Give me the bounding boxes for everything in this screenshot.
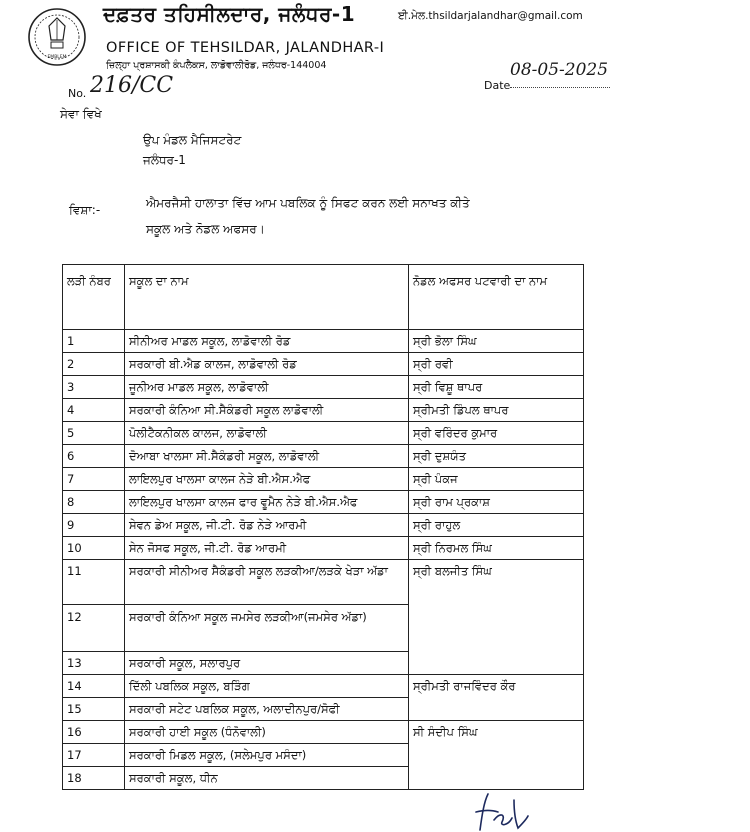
reference-number-value: 216/CC: [90, 73, 174, 98]
school-name: ਸਰਕਾਰੀ ਸਟੇਟ ਪਬਲਿਕ ਸਕੂਲ, ਅਲਾਦੀਨਪੁਰ/ਸੋਫੀ: [125, 698, 409, 721]
serial-number: 10: [63, 537, 125, 560]
serial-number: 17: [63, 744, 125, 767]
nodal-officer: ਸ੍ਰੀ ਭੋਲਾ ਸਿੰਘ: [409, 330, 584, 353]
subject-label: ਵਿਸ਼ਾ:-: [69, 203, 101, 217]
table-row: [63, 560, 584, 605]
table-row: [63, 744, 584, 767]
serial-number: 5: [63, 422, 125, 445]
school-name: ਸਰਕਾਰੀ ਹਾਈ ਸਕੂਲ (ਧੰਨੋਵਾਲੀ): [125, 721, 409, 744]
office-title-punjabi: ਦਫ਼ਤਰ ਤਹਿਸੀਲਦਾਰ, ਜਲੰਧਰ-1: [103, 2, 356, 26]
nodal-officer: [409, 652, 584, 675]
subject-line-1: ਐਮਰਜੈਸੀ ਹਾਲਾਤਾ ਵਿੱਚ ਆਮ ਪਬਲਿਕ ਨੂੰ ਸਿਫਟ ਕਰਨ ਲਈ ਸਨਾਖਤ ਕੀਤੇ: [146, 196, 470, 210]
school-name: ਸਰਕਾਰੀ ਮਿਡਲ ਸਕੂਲ, (ਸਲੇਮਪੁਰ ਮਸੰਦਾ): [125, 744, 409, 767]
table-row: [63, 330, 584, 353]
table-row: [63, 468, 584, 491]
serial-number: 9: [63, 514, 125, 537]
school-name: ਪੋਲੀਟੈਕਨੀਕਲ ਕਾਲਜ, ਲਾਡੋਵਾਲੀ: [125, 422, 409, 445]
school-name: ਸਰਕਾਰੀ ਕੰਨਿਆ ਸਕੂਲ ਜਮਸੇਰ ਲੜਕੀਆ(ਜਮਸੇਰ ਅੱਡਾ): [125, 605, 409, 652]
school-name: ਸੇਨ ਜੋਸਫ ਸਕੂਲ, ਜੀ.ਟੀ. ਰੋਡ ਆਰਮੀ: [125, 537, 409, 560]
nodal-officer: [409, 698, 584, 721]
date-value: 08-05-2025: [510, 60, 609, 80]
nodal-officer: ਸ੍ਰੀ ਵਰਿੰਦਰ ਕੁਮਾਰ: [409, 422, 584, 445]
school-name: ਸਰਕਾਰੀ ਸਕੂਲ, ਸਲਾਰਪੁਰ: [125, 652, 409, 675]
serial-number: 13: [63, 652, 125, 675]
serial-number: 3: [63, 376, 125, 399]
nodal-officer: ਸ੍ਰੀ ਵਿਸ਼ੂ ਥਾਪਰ: [409, 376, 584, 399]
table-row: [63, 376, 584, 399]
date-dotted-line: [510, 87, 610, 88]
table-row: [63, 698, 584, 721]
nodal-officer: ਸ੍ਰੀ ਬਲਜੀਤ ਸਿੰਘ: [409, 560, 584, 605]
addressee-line-1: ਉਪ ਮੰਡਲ ਮੈਜਿਸਟਰੇਟ: [143, 133, 242, 147]
header-serial-number: ਲੜੀ ਨੰਬਰ: [63, 265, 125, 330]
school-name: ਸਰਕਾਰੀ ਸਕੂਲ, ਧੀਨ: [125, 767, 409, 790]
serial-number: 7: [63, 468, 125, 491]
nodal-officer: ਸ੍ਰੀਮਤੀ ਰਾਜਵਿੰਦਰ ਕੌਰ: [409, 675, 584, 698]
school-name: ਲਾਇਲਪੁਰ ਖਾਲਸਾ ਕਾਲਜ ਨੇੜੇ ਬੀ.ਐਸ.ਐਫ: [125, 468, 409, 491]
nodal-officer: ਸ੍ਰੀ ਰਵੀ: [409, 353, 584, 376]
nodal-officer: ਸ੍ਰੀ ਨਿਰਮਲ ਸਿੰਘ: [409, 537, 584, 560]
table-row: [63, 537, 584, 560]
serial-number: 11: [63, 560, 125, 605]
header-nodal-officer: ਨੋਡਲ ਅਫਸਰ ਪਟਵਾਰੀ ਦਾ ਨਾਮ: [409, 265, 584, 330]
table-row: [63, 767, 584, 790]
signature-mark: [470, 790, 530, 832]
table-row: [63, 514, 584, 537]
school-name: ਸੀਨੀਅਰ ਮਾਡਲ ਸਕੂਲ, ਲਾਡੋਵਾਲੀ ਰੋਡ: [125, 330, 409, 353]
government-seal-icon: [27, 6, 87, 68]
school-name: ਜੂਨੀਅਰ ਮਾਡਲ ਸਕੂਲ, ਲਾਡੋਵਾਲੀ: [125, 376, 409, 399]
table-row: [63, 491, 584, 514]
serial-number: 12: [63, 605, 125, 652]
school-name: ਸੇਵਨ ਡੇਅ ਸਕੂਲ, ਜੀ.ਟੀ. ਰੋਡ ਨੇੜੇ ਆਰਮੀ: [125, 514, 409, 537]
table-row: [63, 652, 584, 675]
reference-number-label: No.: [68, 87, 87, 100]
school-name: ਸਰਕਾਰੀ ਬੀ.ਐਡ ਕਾਲਜ, ਲਾਡੋਵਾਲੀ ਰੋਡ: [125, 353, 409, 376]
table-row: [63, 353, 584, 376]
school-name: ਦੋਆਬਾ ਖਾਲਸਾ ਸੀ.ਸੈਕੰਡਰੀ ਸਕੂਲ, ਲਾਡੋਵਾਲੀ: [125, 445, 409, 468]
table-row: [63, 675, 584, 698]
addressee-prefix: ਸੇਵਾ ਵਿਖੇ: [60, 107, 102, 121]
nodal-officer: ਸ੍ਰੀ ਦੁਸ਼ਯੰਤ: [409, 445, 584, 468]
office-title-english: OFFICE OF TEHSILDAR, JALANDHAR-I: [106, 40, 385, 56]
header-school-name: ਸਕੂਲ ਦਾ ਨਾਮ: [125, 265, 409, 330]
date-label: Date: [484, 79, 511, 92]
serial-number: 14: [63, 675, 125, 698]
school-name: ਸਰਕਾਰੀ ਕੰਨਿਆ ਸੀ.ਸੈਕੰਡਰੀ ਸਕੂਲ ਲਾਡੋਵਾਲੀ: [125, 399, 409, 422]
office-email: ਈ.ਮੇਲ.thsildarjalandhar@gmail.com: [398, 10, 583, 22]
table-row: [63, 605, 584, 652]
addressee-line-2: ਜਲੰਧਰ-1: [143, 153, 186, 167]
table-header-row: [63, 265, 584, 330]
serial-number: 1: [63, 330, 125, 353]
school-name: ਲਾਇਲਪੁਰ ਖਾਲਸਾ ਕਾਲਜ ਫਾਰ ਵੂਮੈਨ ਨੇੜੇ ਬੀ.ਐਸ.ਐਫ: [125, 491, 409, 514]
serial-number: 4: [63, 399, 125, 422]
nodal-officer: [409, 605, 584, 652]
school-name: ਸਰਕਾਰੀ ਸੀਨੀਅਰ ਸੈਕੰਡਰੀ ਸਕੂਲ ਲੜਕੀਆ/ਲੜਕੇ ਖੇੜਾ ਅੱਡਾ: [125, 560, 409, 605]
serial-number: 18: [63, 767, 125, 790]
table-row: [63, 422, 584, 445]
serial-number: 8: [63, 491, 125, 514]
nodal-officer: [409, 744, 584, 767]
table-row: [63, 399, 584, 422]
nodal-officer: ਸ੍ਰੀ ਰਾਮ ਪ੍ਰਕਾਸ਼: [409, 491, 584, 514]
subject-line-2: ਸਕੂਲ ਅਤੇ ਨੋਡਲ ਅਫਸਰ।: [146, 222, 265, 236]
table-row: [63, 445, 584, 468]
serial-number: 6: [63, 445, 125, 468]
school-name: ਦਿੱਲੀ ਪਬਲਿਕ ਸਕੂਲ, ਬੜਿੰਗ: [125, 675, 409, 698]
serial-number: 2: [63, 353, 125, 376]
svg-text:EMBLEM: EMBLEM: [47, 55, 67, 60]
nodal-officer: ਸ੍ਰੀ ਰਾਹੁਲ: [409, 514, 584, 537]
serial-number: 15: [63, 698, 125, 721]
nodal-officer: ਸੀ ਸੰਦੀਪ ਸਿੰਘ: [409, 721, 584, 744]
serial-number: 16: [63, 721, 125, 744]
nodal-officer: ਸ੍ਰੀਮਤੀ ਡਿੰਪਲ ਥਾਪਰ: [409, 399, 584, 422]
nodal-officer: ਸ੍ਰੀ ਪੰਕਜ: [409, 468, 584, 491]
schools-table: [62, 264, 584, 790]
table-row: [63, 721, 584, 744]
nodal-officer: [409, 767, 584, 790]
office-address: ਜ਼ਿਲ੍ਹਾ ਪ੍ਰਸ਼ਾਸਕੀ ਕੰਪਲੈਕਸ, ਲਾਡੋਵਾਲੀਰੋਡ, ਜਲੰਧਰ-144004: [106, 60, 327, 71]
